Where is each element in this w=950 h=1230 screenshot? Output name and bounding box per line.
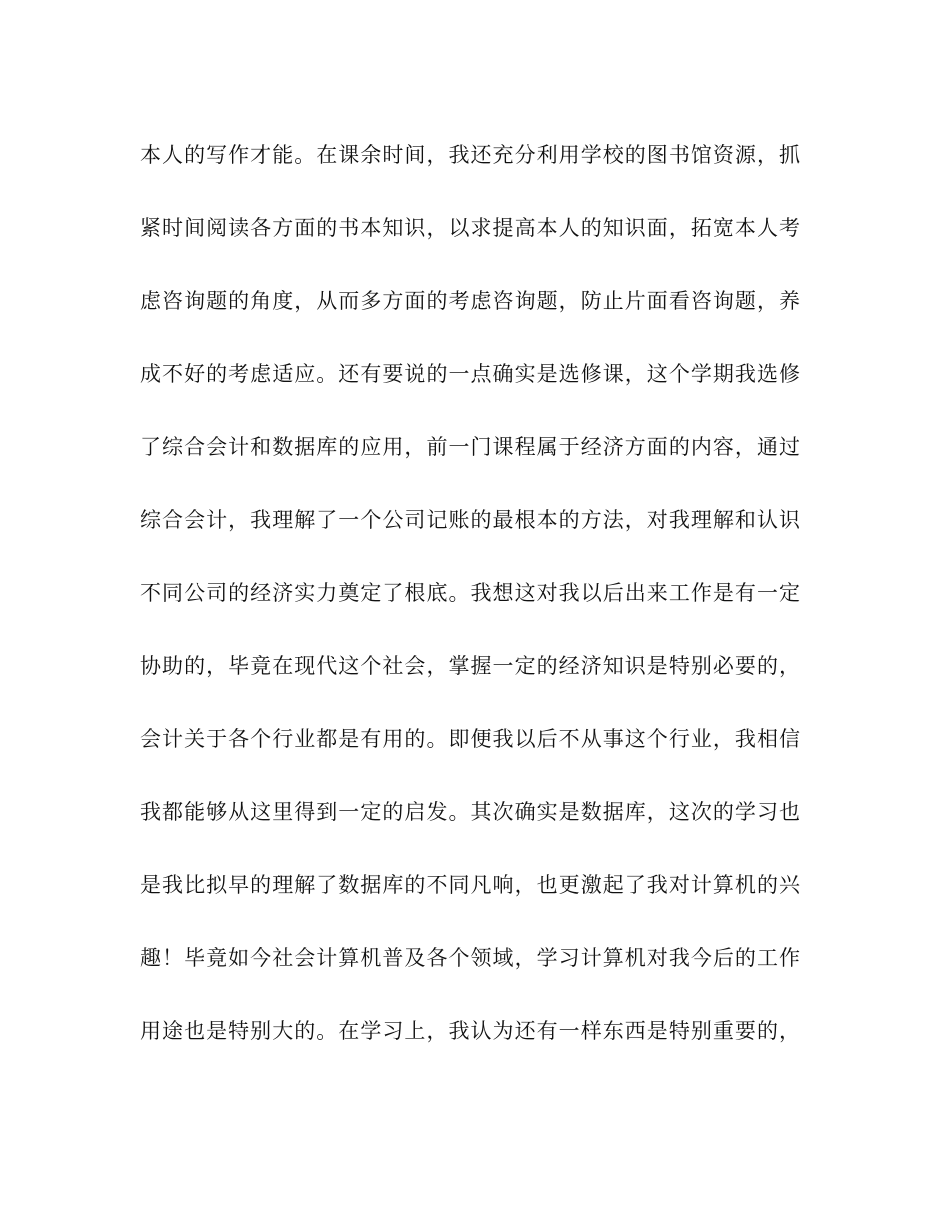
body-text xyxy=(140,132,800,1081)
text-line: 紧时间阅读各方面的书本知识，以求提高本人的知识面，拓宽本人考 xyxy=(140,216,800,240)
text-line: 用途也是特别大的。在学习上，我认为还有一样东西是特别重要的， xyxy=(140,1019,800,1043)
text-line: 虑咨询题的角度，从而多方面的考虑咨询题，防止片面看咨询题，养 xyxy=(140,289,800,313)
text-line: 我都能够从这里得到一定的启发。其次确实是数据库，这次的学习也 xyxy=(140,800,800,824)
text-line: 趣！毕竟如今社会计算机普及各个领域，学习计算机对我今后的工作 xyxy=(140,946,800,970)
text-line: 协助的，毕竟在现代这个社会，掌握一定的经济知识是特别必要的， xyxy=(140,654,800,678)
text-line: 是我比拟早的理解了数据库的不同凡响，也更激起了我对计算机的兴 xyxy=(140,873,800,897)
text-line: 成不好的考虑适应。还有要说的一点确实是选修课，这个学期我选修 xyxy=(140,362,800,386)
text-line: 了综合会计和数据库的应用，前一门课程属于经济方面的内容，通过 xyxy=(140,435,800,459)
text-line: 本人的写作才能。在课余时间，我还充分利用学校的图书馆资源，抓 xyxy=(140,143,800,167)
text-line: 不同公司的经济实力奠定了根底。我想这对我以后出来工作是有一定 xyxy=(140,581,800,605)
text-line: 综合会计，我理解了一个公司记账的最根本的方法，对我理解和认识 xyxy=(140,508,800,532)
text-line: 会计关于各个行业都是有用的。即便我以后不从事这个行业，我相信 xyxy=(140,727,800,751)
